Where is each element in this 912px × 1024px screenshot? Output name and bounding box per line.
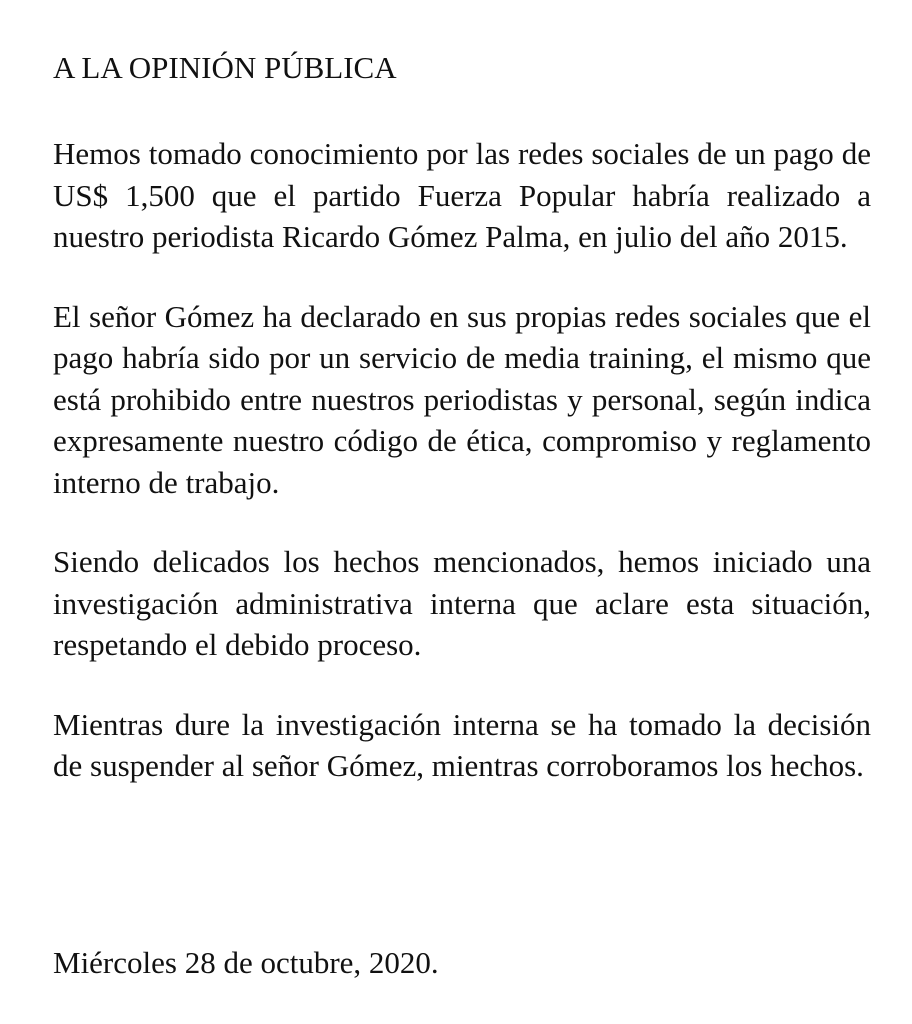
public-statement bbox=[53, 49, 871, 787]
statement-heading: A LA OPINIÓN PÚBLICA bbox=[53, 50, 397, 85]
paragraph-suspension: Mientras dure la investigación interna se ha tomado la decisión de suspender al señor Gómez, mientras corroboramos los hechos. bbox=[53, 706, 871, 783]
paragraph-gomez-declaration: El señor Gómez ha declarado en sus propias redes sociales que el pago habría sido por un servicio de media training, el mismo que está prohibido entre nuestros periodistas y personal, según indica expresamente nuestro código de ética, compromiso y reglamento interno de trabajo. bbox=[53, 298, 871, 500]
paragraph-investigation: Siendo delicados los hechos mencionados, hemos iniciado una investigación administrativa interna que aclare esta situación, respetando el debido proceso. bbox=[53, 544, 871, 662]
statement-date: Miércoles 28 de octubre, 2020. bbox=[53, 945, 439, 980]
paragraph-payment-disclosure: Hemos tomado conocimiento por las redes sociales de un pago de US$ 1,500 que el partido Fuerza Popular habría realizado a nuestro periodista Ricardo Gómez Palma, en julio del año 2015. bbox=[53, 136, 871, 254]
